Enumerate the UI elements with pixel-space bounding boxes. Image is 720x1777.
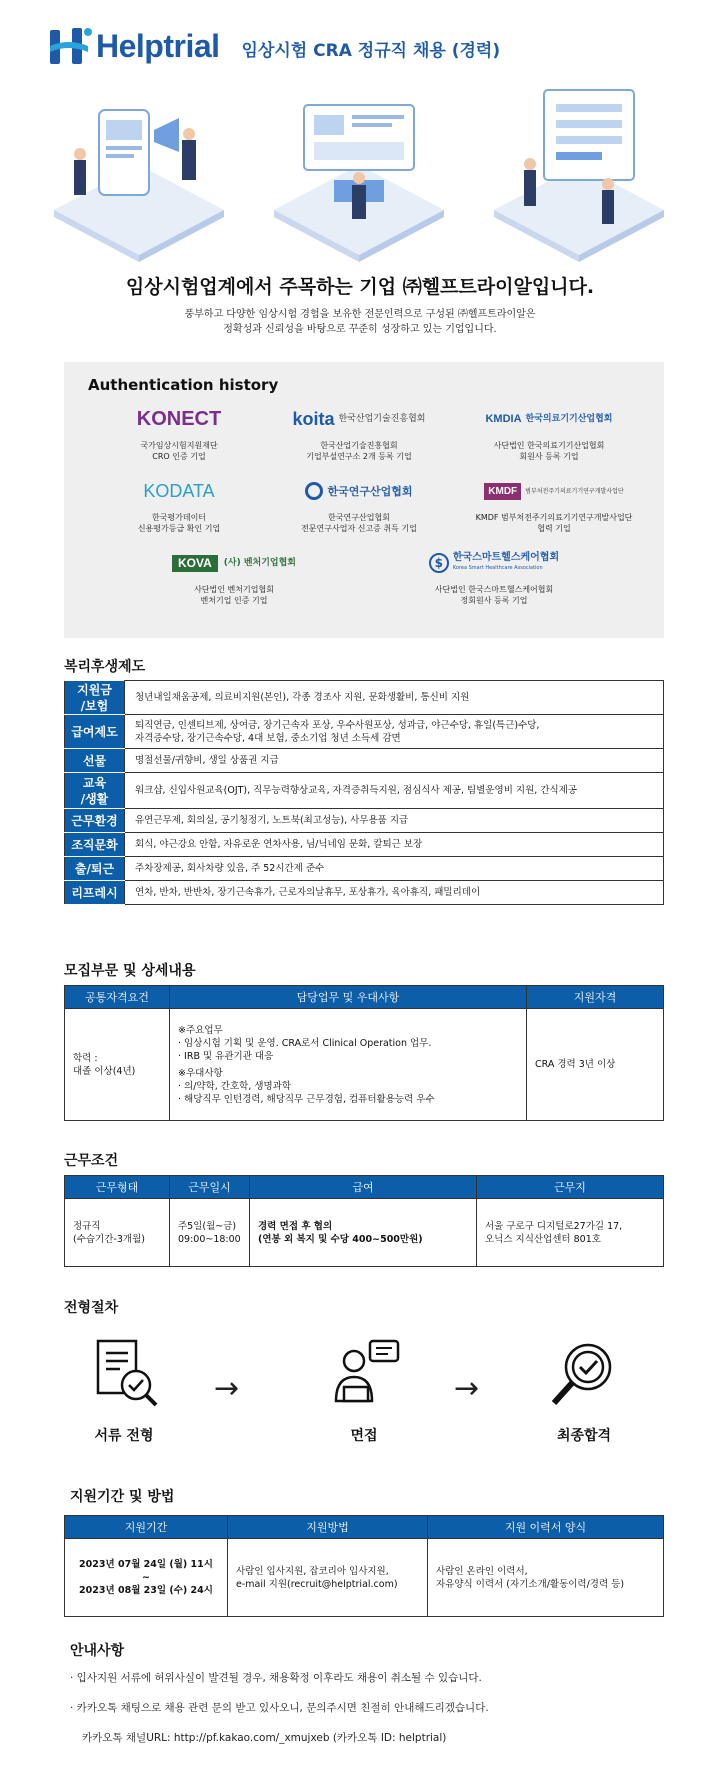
process-steps xyxy=(64,1335,664,1465)
welfare-text: 연차, 반차, 반반차, 장기근속휴가, 근로자의날휴무, 포상휴가, 육아휴직, 패밀리데이 xyxy=(125,881,664,905)
step-final xyxy=(524,1335,644,1445)
org-line2: 회원사 등록 기업 xyxy=(519,452,579,461)
org-ksha xyxy=(394,546,594,606)
authentication-history-panel xyxy=(64,362,664,638)
kakao-channel-link[interactable]: 카카오톡 채널URL: http://pf.kakao.com/_xmujxeb (카카오톡 ID: helptrial) xyxy=(82,1732,447,1744)
period-start: 2023년 07월 24일 (월) 11시 xyxy=(79,1559,213,1570)
org-line1: KMDF 범부처전주기의료기기연구개발사업단 xyxy=(475,513,633,522)
ksha-logo: $ 한국스마트헬스케어협회 Korea Smart Healthcare Association xyxy=(394,546,594,580)
qualification: CRA 경력 3년 이상 xyxy=(527,1009,664,1121)
col-salary: 급여 xyxy=(250,1176,477,1199)
welfare-text: 청년내일채움공제, 의료비지원(본인), 각종 경조사 지원, 문화생활비, 통신비 지원 xyxy=(125,681,664,715)
step-label: 최종합격 xyxy=(556,1428,612,1444)
kmdf-logo: KMDF 범부처전주기의료기기연구개발사업단 xyxy=(454,474,654,508)
welfare-label: 급여제도 xyxy=(65,715,125,749)
helptrial-logo-icon xyxy=(48,24,94,68)
welfare-label: 근무환경 xyxy=(65,809,125,833)
step-interview xyxy=(304,1335,424,1445)
welfare-label: 출/퇴근 xyxy=(65,857,125,881)
welfare-table xyxy=(64,680,664,905)
auth-title: Authentication history xyxy=(88,376,279,394)
kmdia-logo: KMDIA 한국의료기기산업협회 xyxy=(485,412,613,425)
welfare-row xyxy=(65,715,664,749)
welfare-row xyxy=(65,773,664,809)
company-headline: 임상시험업계에서 주목하는 기업 ㈜헬프트라이알입니다. xyxy=(125,276,595,298)
welfare-text: 명절선물/귀향비, 생일 상품권 지급 xyxy=(125,749,664,773)
col-time: 근무일시 xyxy=(170,1176,250,1199)
org-konect xyxy=(104,402,254,462)
org-line1: 사단법인 한국의료기기산업협회 xyxy=(493,441,605,450)
welfare-row xyxy=(65,749,664,773)
welfare-text: 회식, 야근강요 안함, 자유로운 연차사용, 님/닉네임 문화, 칼퇴근 보장 xyxy=(125,833,664,857)
duty-2: · IRB 및 유관기관 대응 xyxy=(178,1050,274,1062)
col-qual: 지원자격 xyxy=(527,986,664,1009)
org-line2: 전문연구사업자 신고증 취득 기업 xyxy=(301,524,417,533)
col-period: 지원기간 xyxy=(65,1516,228,1539)
step-label: 면접 xyxy=(350,1428,378,1444)
common-requirement: 학력 : 대졸 이상(4년) xyxy=(65,1009,170,1121)
welfare-text: 유연근무제, 회의실, 공기청정기, 노트북(최고성능), 사무용품 지급 xyxy=(125,809,664,833)
org-kodata xyxy=(104,474,254,534)
work-place: 서울 구로구 디지털로27가길 17, 오닉스 지식산업센터 801호 xyxy=(477,1199,664,1267)
step-document xyxy=(64,1335,184,1445)
apply-method: 사람인 입사지원, 잡코리아 입사지원, e-mail 지원(recruit@helptrial.com) xyxy=(228,1539,428,1617)
final-pass-icon xyxy=(544,1335,624,1415)
org-kmdia xyxy=(454,402,644,462)
welfare-text: 워크샵, 신입사원교육(OJT), 직무능력향상교육, 자격증취득지원, 점심식사 제공, 팀별운영비 지원, 간식제공 xyxy=(125,773,664,809)
period-sep: ~ xyxy=(142,1572,150,1583)
welfare-text: 퇴직연금, 인센티브제, 상여금, 장기근속자 포상, 우수사원포상, 성과급, 야근수당, 휴일(특근)수당, 자격증수당, 장기근속수당, 4대 보험, 중소기업 청년 소득세 감면 xyxy=(125,715,664,749)
col-method: 지원방법 xyxy=(228,1516,428,1539)
description-line-2: 정확성과 신뢰성을 바탕으로 꾸준히 성장하고 있는 기업입니다. xyxy=(223,324,497,335)
analytics-illustration xyxy=(484,80,674,265)
org-koita xyxy=(274,402,444,462)
apply-period xyxy=(65,1539,228,1617)
notice-item-2: · 카카오톡 채팅으로 채용 관련 문의 받고 있사오니, 문의주시면 친절히 안내해드리겠습니다. xyxy=(70,1702,489,1714)
notice-item-1: · 입사지원 서류에 허위사실이 발견될 경우, 채용확정 이후라도 채용이 취소될 수 있습니다. xyxy=(70,1672,482,1684)
org-line1: 한국평가데이터 xyxy=(151,513,207,522)
company-description xyxy=(0,307,720,337)
welfare-label: 지원금 /보험 xyxy=(65,681,125,715)
job-title: 임상시험 CRA 정규직 채용 (경력) xyxy=(241,40,501,61)
koita-logo: koita 한국산업기술진흥협회 xyxy=(292,408,426,429)
col-place: 근무지 xyxy=(477,1176,664,1199)
ksha-emblem-icon: $ xyxy=(429,553,449,573)
notice-title: 안내사항 xyxy=(70,1643,125,1659)
work-type: 정규직 (수습기간-3개월) xyxy=(65,1199,170,1267)
conditions-table xyxy=(64,1175,664,1267)
document-review-icon xyxy=(84,1335,164,1415)
konect-logo: KONECT xyxy=(136,407,222,430)
org-line2: 정회원사 등록 기업 xyxy=(460,596,528,605)
org-line2: 협력 기업 xyxy=(537,524,571,533)
process-title: 전형절차 xyxy=(64,1300,119,1316)
apply-table xyxy=(64,1515,664,1617)
apply-title: 지원기간 및 방법 xyxy=(70,1489,175,1505)
salary: 경력 면접 후 협의 (연봉 외 복지 및 수당 400~500만원) xyxy=(250,1199,477,1267)
welfare-label: 리프레시 xyxy=(65,881,125,905)
pref-head: ※우대사항 xyxy=(178,1067,223,1079)
pref-1: · 의/약학, 간호학, 생명과학 xyxy=(178,1080,292,1092)
welfare-row xyxy=(65,681,664,715)
duty-head: ※주요업무 xyxy=(178,1024,223,1036)
duty-1: · 임상시험 기획 및 운영. CRA로서 Clinical Operation 업무. xyxy=(178,1037,432,1049)
org-kova xyxy=(154,546,314,606)
org-kria xyxy=(274,474,444,534)
helptrial-logo xyxy=(48,24,220,68)
org-line2: CRO 인증 기업 xyxy=(152,452,206,461)
col-common: 공통자격요건 xyxy=(65,986,170,1009)
description-line-1: 풍부하고 다양한 임상시험 경험을 보유한 전문인력으로 구성된 ㈜헬프트라이알은 xyxy=(184,309,536,320)
recruit-title: 모집부문 및 상세내용 xyxy=(64,963,196,979)
illustration-row xyxy=(44,80,674,265)
welfare-row xyxy=(65,881,664,905)
org-line1: 사단법인 벤처기업협회 xyxy=(194,585,274,594)
welfare-label: 조직문화 xyxy=(65,833,125,857)
recruit-table xyxy=(64,985,664,1121)
org-line1: 사단법인 한국스마트헬스케어협회 xyxy=(434,585,554,594)
welfare-row xyxy=(65,857,664,881)
marketing-illustration xyxy=(44,80,234,265)
org-line1: 국가임상시험지원재단 xyxy=(140,441,218,450)
col-form: 지원 이력서 양식 xyxy=(428,1516,664,1539)
resume-form: 사람인 온라인 이력서, 자유양식 이력서 (자기소개/활동이력/경력 등) xyxy=(428,1539,664,1617)
org-line1: 한국산업기술진흥협회 xyxy=(320,441,398,450)
org-line2: 벤처기업 인증 기업 xyxy=(200,596,268,605)
col-type: 근무형태 xyxy=(65,1176,170,1199)
welfare-row xyxy=(65,809,664,833)
welfare-title: 복리후생제도 xyxy=(64,659,146,675)
step-label: 서류 전형 xyxy=(94,1428,154,1444)
org-line1: 한국연구산업협회 xyxy=(328,513,390,522)
page-header xyxy=(48,20,500,72)
conditions-title: 근무조건 xyxy=(64,1153,119,1169)
org-kmdf xyxy=(454,474,654,534)
interview-icon xyxy=(324,1335,404,1415)
duty-cell xyxy=(170,1009,527,1121)
work-time: 주5일(월~금) 09:00~18:00 xyxy=(170,1199,250,1267)
welfare-label: 교육 /생활 xyxy=(65,773,125,809)
col-duty: 담당업무 및 우대사항 xyxy=(170,986,527,1009)
kova-logo: KOVA (사) 벤처기업협회 xyxy=(154,546,314,580)
org-line2: 기업부설연구소 2개 등록 기업 xyxy=(306,452,412,461)
kria-logo: 한국연구산업협회 xyxy=(274,474,444,508)
arrow-right-icon: → xyxy=(454,1371,480,1406)
welfare-label: 선물 xyxy=(65,749,125,773)
kria-emblem-icon xyxy=(305,482,323,500)
welfare-text: 주차장제공, 회사차량 있음, 주 52시간제 준수 xyxy=(125,857,664,881)
period-end: 2023년 08월 23일 (수) 24시 xyxy=(79,1585,213,1596)
org-line2: 신용평가등급 확인 기업 xyxy=(137,524,221,533)
kodata-logo: KODATA xyxy=(143,480,215,501)
arrow-right-icon: → xyxy=(214,1371,240,1406)
logo-text: Helptrial xyxy=(96,27,220,64)
pref-2: · 해당직무 인턴경력, 해당직무 근무경험, 컴퓨터활용능력 우수 xyxy=(178,1093,435,1105)
office-illustration xyxy=(264,80,454,265)
welfare-row xyxy=(65,833,664,857)
